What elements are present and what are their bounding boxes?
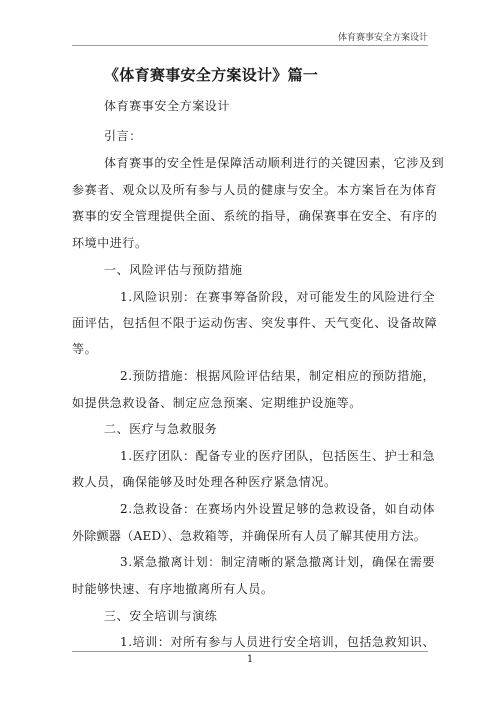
paragraph-line: 环境中进行。 xyxy=(72,236,148,250)
paragraph-line: 赛事的安全管理提供全面、系统的指导，确保赛事在安全、有序的 xyxy=(72,209,438,223)
section-heading: 二、医疗与急救服务 xyxy=(104,422,218,436)
paragraph-line: 1.培训：对所有参与人员进行安全培训，包括急救知识、 xyxy=(120,635,436,649)
document-title: 《体育赛事安全方案设计》篇一 xyxy=(104,66,319,84)
paragraph-line: 外除颤器（AED）、急救箱等，并确保所有人员了解其使用方法。 xyxy=(72,529,427,543)
footer-rule xyxy=(72,651,428,652)
page-number: 1 xyxy=(246,654,254,665)
header-rule xyxy=(72,45,428,46)
paragraph-line: 参赛者、观众以及所有参与人员的健康与安全。本方案旨在为体育 xyxy=(72,183,438,197)
intro-label: 引言： xyxy=(104,129,142,143)
paragraph-line: 等。 xyxy=(72,342,98,356)
paragraph-line: 1.风险识别：在赛事筹备阶段，对可能发生的风险进行全 xyxy=(120,290,436,304)
paragraph-line: 1.医疗团队：配备专业的医疗团队，包括医生、护士和急 xyxy=(120,449,436,463)
paragraph-line: 3.紧急撤离计划：制定清晰的紧急撤离计划，确保在需要 xyxy=(120,555,436,569)
paragraph-line: 时能够快速、有序地撤离所有人员。 xyxy=(72,582,274,596)
subtitle-line: 体育赛事安全方案设计 xyxy=(104,99,231,113)
section-heading: 三、安全培训与演练 xyxy=(104,609,218,623)
paragraph-line: 2.急救设备：在赛场内外设置足够的急救设备，如自动体 xyxy=(120,502,436,516)
running-header: 体育赛事安全方案设计 xyxy=(337,33,428,43)
paragraph-line: 救人员，确保能够及时处理各种医疗紧急情况。 xyxy=(72,475,337,489)
paragraph-line: 2.预防措施：根据风险评估结果，制定相应的预防措施， xyxy=(120,369,436,383)
section-heading: 一、风险评估与预防措施 xyxy=(104,263,243,277)
paragraph-line: 如提供急救设备、制定应急预案、定期维护设施等。 xyxy=(72,396,362,410)
paragraph-line: 体育赛事的安全性是保障活动顺利进行的关键因素，它涉及到 xyxy=(104,156,445,170)
paragraph-line: 面评估，包括但不限于运动伤害、突发事件、天气变化、设备故障 xyxy=(72,316,438,330)
